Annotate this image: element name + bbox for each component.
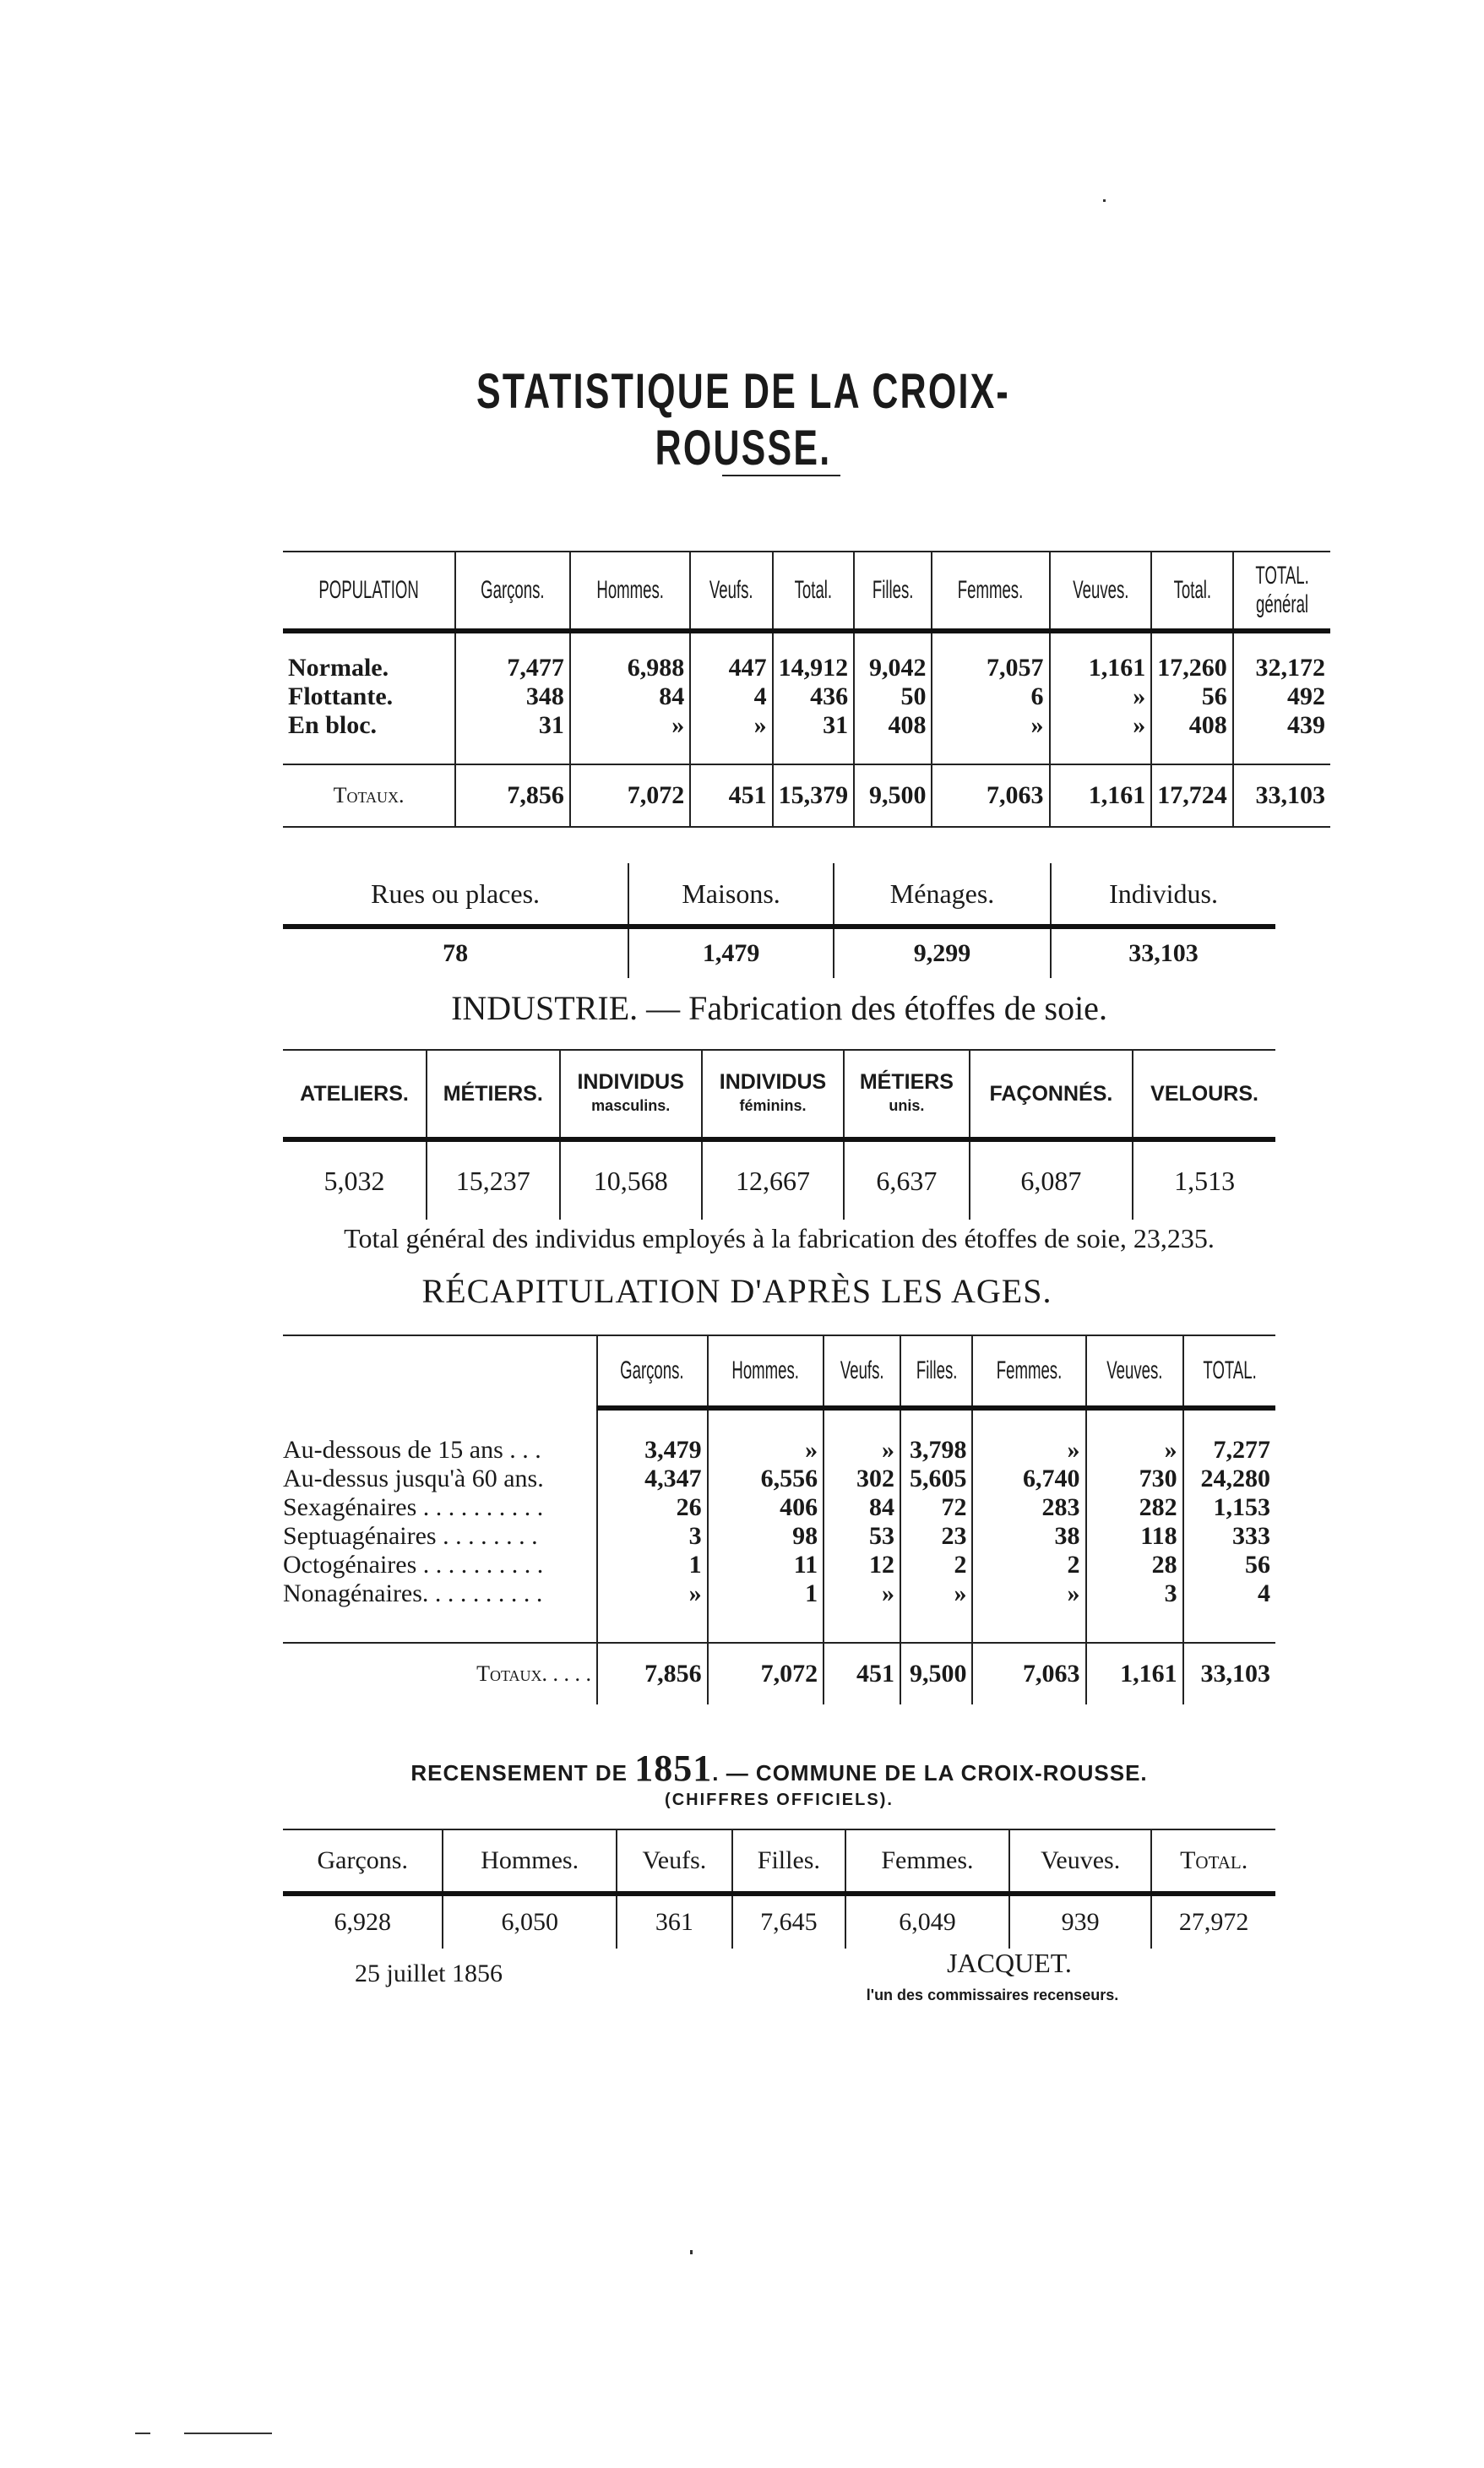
col-header: Veuves. <box>1086 1335 1183 1408</box>
col-header: ATELIERS. <box>283 1050 427 1139</box>
signature-name: JACQUET. <box>947 1948 1072 1978</box>
habitat-header-row <box>283 863 1275 927</box>
col-header: Garçons. <box>597 1335 708 1408</box>
col-header: Maisons. <box>628 863 834 927</box>
col-header: Rues ou places. <box>283 863 628 927</box>
col-header: Veufs. <box>824 1335 900 1408</box>
col-header: Veuves. <box>1050 552 1152 631</box>
table-row: En bloc. 31 » » 31 408 » » 408 439 <box>283 711 1330 740</box>
signature-role: l'un des commissaires recenseurs. <box>866 1987 1119 2003</box>
population-header-row <box>283 552 1330 631</box>
industrie-total-line: Total général des individus employés à la fabrication des étoffes de soie, 23,235. <box>344 1223 1215 1253</box>
recensement-heading: RECENSEMENT DE 1851. — COMMUNE DE LA CROIX-ROUSSE. <box>410 1748 1148 1789</box>
recap-header-row <box>283 1335 1275 1408</box>
col-header: Veufs. <box>690 552 772 631</box>
totals-row: Totaux. 7,856 7,072 451 15,379 9,500 7,063 1,161 17,724 33,103 <box>283 764 1330 827</box>
table-row: Au-dessous de 15 ans . . . 3,479 » » 3,798 » » 7,277 <box>283 1436 1275 1465</box>
col-header: Filles. <box>732 1829 845 1894</box>
page-title: STATISTIQUE DE LA CROIX-ROUSSE. <box>476 364 1010 476</box>
recensement-table <box>283 1829 1275 1949</box>
table-row: Au-dessus jusqu'à 60 ans. 4,347 6,556 302 5,605 6,740 730 24,280 <box>283 1465 1275 1493</box>
col-header <box>283 1335 597 1408</box>
col-header: Hommes. <box>443 1829 617 1894</box>
col-header: MÉTIERS unis. <box>844 1050 970 1139</box>
table-row: Nonagénaires. . . . . . . . . . » 1 » » » 3 4 <box>283 1579 1275 1608</box>
table-row: 6,928 6,050 361 7,645 6,049 939 27,972 <box>283 1894 1275 1949</box>
col-header: Individus. <box>1051 863 1275 927</box>
col-header: Filles. <box>854 552 932 631</box>
industrie-heading: INDUSTRIE. — Fabrication des étoffes de soie. <box>451 989 1107 1027</box>
habitat-table <box>283 863 1275 978</box>
col-header: Femmes. <box>845 1829 1009 1894</box>
population-table <box>283 551 1330 828</box>
bottom-dash <box>135 2433 150 2434</box>
table-row: Flottante. 348 84 4 436 50 6 » 56 492 <box>283 682 1330 711</box>
col-header: TOTAL. général <box>1233 552 1330 631</box>
col-header: TOTAL. <box>1183 1335 1275 1408</box>
recensement-header-row <box>283 1829 1275 1894</box>
col-header: Femmes. <box>972 1335 1085 1408</box>
totals-row: Totaux. . . . . 7,856 7,072 451 9,500 7,063 1,161 33,103 <box>283 1643 1275 1704</box>
col-header: Filles. <box>900 1335 973 1408</box>
footer-date: 25 juillet 1856 <box>355 1960 503 1987</box>
col-header: Total. <box>773 552 855 631</box>
col-header: Total. <box>1151 552 1233 631</box>
col-header: Garçons. <box>283 1829 443 1894</box>
col-header: INDIVIDUS féminins. <box>702 1050 844 1139</box>
table-row: Octogénaires . . . . . . . . . . 1 11 12 2 2 28 56 <box>283 1551 1275 1579</box>
col-header: Veuves. <box>1009 1829 1151 1894</box>
col-header: INDIVIDUS masculins. <box>560 1050 702 1139</box>
title-rule <box>722 475 840 476</box>
recap-heading: RÉCAPITULATION D'APRÈS LES AGES. <box>421 1272 1052 1310</box>
col-header: POPULATION <box>283 552 455 631</box>
bottom-rule <box>184 2433 272 2434</box>
col-header: FAÇONNÉS. <box>970 1050 1133 1139</box>
industrie-table <box>283 1049 1275 1220</box>
scan-speck <box>1103 199 1106 202</box>
col-header: Garçons. <box>455 552 570 631</box>
col-header: MÉTIERS. <box>427 1050 560 1139</box>
col-header: Total. <box>1151 1829 1275 1894</box>
industrie-header-row <box>283 1050 1275 1139</box>
col-header: Veufs. <box>617 1829 732 1894</box>
col-header: Femmes. <box>932 552 1049 631</box>
col-header: VELOURS. <box>1133 1050 1275 1139</box>
scan-speck <box>690 2250 693 2254</box>
table-row: 5,032 15,237 10,568 12,667 6,637 6,087 1,513 <box>283 1139 1275 1220</box>
col-header: Ménages. <box>834 863 1051 927</box>
recap-table <box>283 1335 1275 1704</box>
table-row: Sexagénaires . . . . . . . . . . 26 406 84 72 283 282 1,153 <box>283 1493 1275 1522</box>
table-row: 78 1,479 9,299 33,103 <box>283 927 1275 978</box>
table-row: Septuagénaires . . . . . . . . 3 98 53 23 38 118 333 <box>283 1522 1275 1551</box>
col-header: Hommes. <box>708 1335 824 1408</box>
recensement-subheading: (CHIFFRES OFFICIELS). <box>665 1791 894 1809</box>
col-header: Hommes. <box>570 552 690 631</box>
table-row: Normale. 7,477 6,988 447 14,912 9,042 7,057 1,161 17,260 32,172 <box>283 654 1330 682</box>
